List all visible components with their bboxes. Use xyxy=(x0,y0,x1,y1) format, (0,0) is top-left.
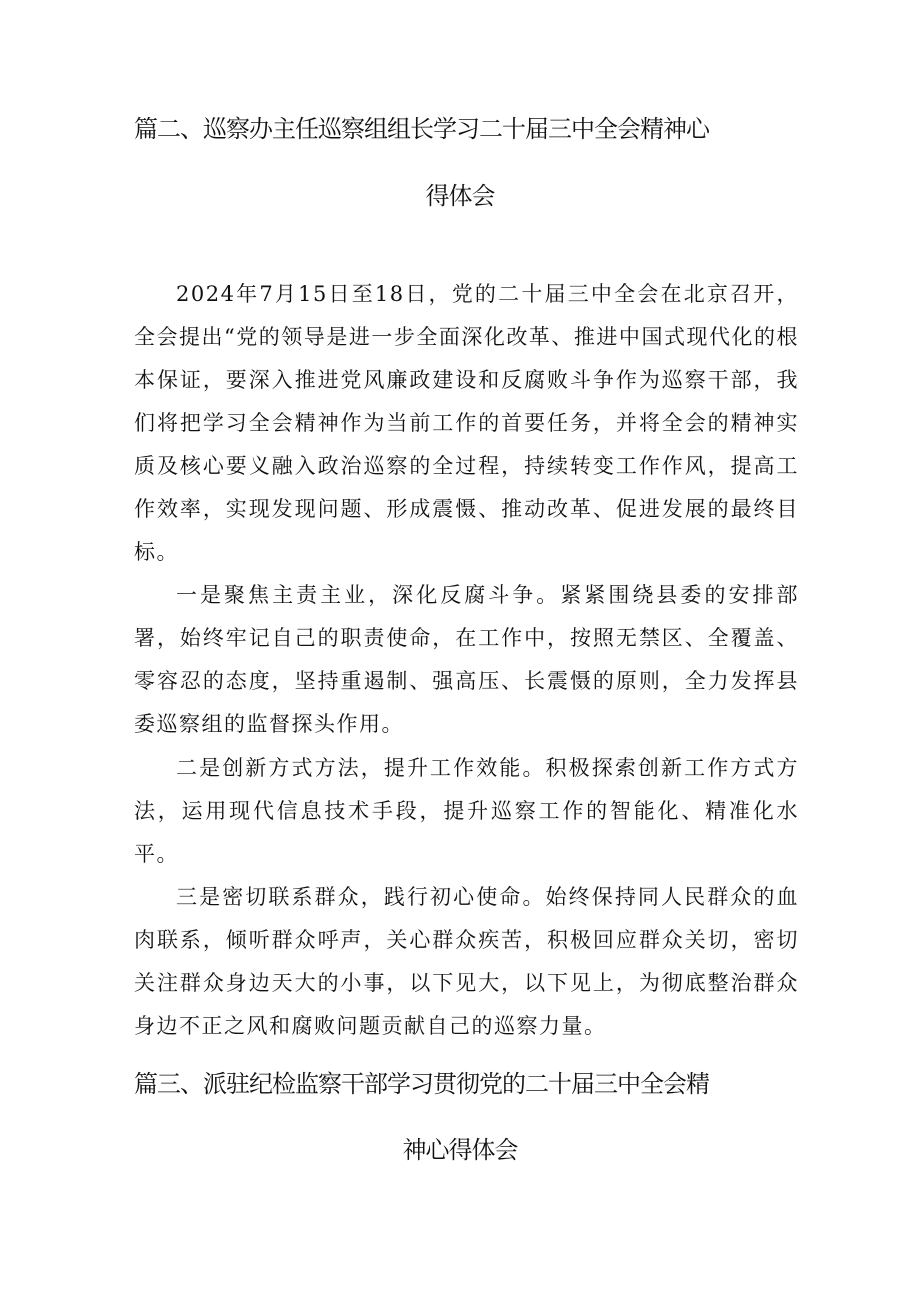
paragraph-intro: 2024年7月15日至18日，党的二十届三中全会在北京召开，全会提出“党的领导是进一步全面深化改革、推进中国式现代化的根本保证，要深入推进党风廉政建设和反腐败斗争作为巡察干部，我们将把学习全会精神作为当前工作的首要任务，并将全会的精神实质及核心要义融入政治巡察的全过程，持续转变工作作风，提高工作效率，实现发现问题、形成震慑、推动改革、促进发展的最终目标。 xyxy=(134,282,799,564)
section3-title-line2: 神心得体会 xyxy=(402,1136,518,1164)
paragraph-point-two: 二是创新方式方法，提升工作效能。积极探索创新工作方式方法，运用现代信息技术手段，提升巡察工作的智能化、精准化水平。 xyxy=(134,756,799,866)
section2-title-line2: 得体会 xyxy=(425,182,495,210)
section3-title-line1: 篇三、派驻纪检监察干部学习贯彻党的二十届三中全会精 xyxy=(134,1070,709,1098)
paragraph-point-three: 三是密切联系群众，践行初心使命。始终保持同人民群众的血肉联系，倾听群众呼声，关心群众疾苦，积极回应群众关切，密切关注群众身边天大的小事，以下见大，以下见上，为彻底整治群众身边不正之风和腐败问题贡献自己的巡察力量。 xyxy=(134,885,799,1038)
paragraph-point-one: 一是聚焦主责主业，深化反腐斗争。紧紧围绕县委的安排部署，始终牢记自己的职责使命，在工作中，按照无禁区、全覆盖、零容忍的态度，坚持重遏制、强高压、长震慑的原则，全力发挥县委巡察组的监督探头作用。 xyxy=(134,583,799,736)
section2-title-line1: 篇二、巡察办主任巡察组组长学习二十届三中全会精神心 xyxy=(134,115,709,143)
